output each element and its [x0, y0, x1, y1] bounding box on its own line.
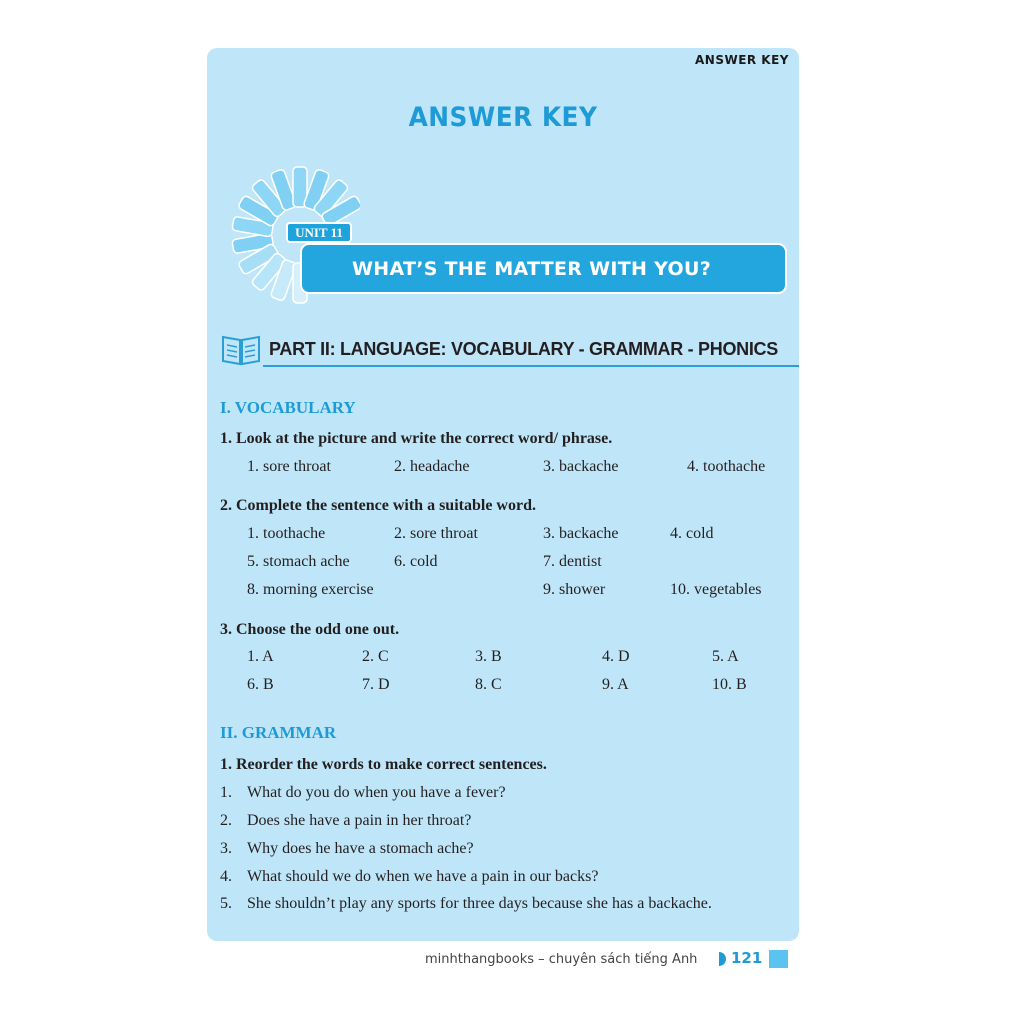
vocab-q3-answer: 1. A — [247, 648, 274, 665]
sentence-number: 1. — [220, 784, 232, 801]
grammar-sentence: What should we do when we have a pain in our backs? — [247, 868, 599, 885]
vocab-q1-answer: 4. toothache — [687, 458, 766, 475]
vocab-q1-title: 1. Look at the picture and write the correct word/ phrase. — [220, 430, 613, 447]
part-underline — [263, 365, 799, 367]
vocab-q2-answer: 9. shower — [543, 581, 606, 598]
vocab-q2-answer: 4. cold — [670, 525, 714, 542]
vocab-q2-answer: 5. stomach ache — [247, 553, 350, 570]
page-corner-square — [769, 950, 788, 968]
page-marker-icon — [719, 952, 726, 966]
vocab-q2-title: 2. Complete the sentence with a suitable word. — [220, 497, 536, 514]
book-icon — [219, 331, 263, 367]
vocab-q2-answer: 1. toothache — [247, 525, 326, 542]
grammar-q1-title: 1. Reorder the words to make correct sentences. — [220, 756, 547, 773]
vocab-q3-answer: 10. B — [712, 676, 747, 693]
sentence-number: 4. — [220, 868, 232, 885]
grammar-sentence: What do you do when you have a fever? — [247, 784, 506, 801]
vocab-q3-answer: 9. A — [602, 676, 629, 693]
vocab-q2-answer: 2. sore throat — [394, 525, 478, 542]
vocab-q1-answer: 1. sore throat — [247, 458, 331, 475]
page-number: 121 — [731, 949, 763, 967]
vocab-q1-answer: 3. backache — [543, 458, 619, 475]
vocabulary-heading: I. VOCABULARY — [220, 398, 356, 417]
sentence-number: 3. — [220, 840, 232, 857]
vocab-q3-answer: 5. A — [712, 648, 739, 665]
vocab-q2-answer: 3. backache — [543, 525, 619, 542]
vocab-q3-answer: 8. C — [475, 676, 502, 693]
part-title: PART II: LANGUAGE: VOCABULARY - GRAMMAR - PHONICS — [269, 339, 778, 359]
vocab-q3-answer: 3. B — [475, 648, 502, 665]
page-title: ANSWER KEY — [408, 102, 598, 133]
grammar-sentence: Does she have a pain in her throat? — [247, 812, 472, 829]
vocab-q2-answer: 7. dentist — [543, 553, 602, 570]
vocab-q2-answer: 8. morning exercise — [247, 581, 374, 598]
sentence-number: 5. — [220, 895, 232, 912]
vocab-q3-title: 3. Choose the odd one out. — [220, 621, 400, 638]
answer-key-page — [207, 48, 799, 941]
vocab-q3-answer: 6. B — [247, 676, 274, 693]
vocab-q3-answer: 2. C — [362, 648, 389, 665]
grammar-sentence: Why does he have a stomach ache? — [247, 840, 474, 857]
vocab-q3-answer: 7. D — [362, 676, 390, 693]
vocab-q2-answer: 6. cold — [394, 553, 438, 570]
footer-text: minhthangbooks – chuyên sách tiếng Anh — [425, 952, 698, 967]
unit-title-banner — [300, 243, 787, 294]
grammar-sentence: She shouldn’t play any sports for three days because she has a backache. — [247, 895, 712, 912]
vocab-q1-answer: 2. headache — [394, 458, 470, 475]
running-header: ANSWER KEY — [694, 53, 789, 67]
sentence-number: 2. — [220, 812, 232, 829]
unit-title: WHAT’S THE MATTER WITH YOU? — [352, 257, 712, 280]
unit-badge: UNIT 11 — [286, 222, 352, 243]
vocab-q3-answer: 4. D — [602, 648, 630, 665]
vocab-q2-answer: 10. vegetables — [670, 581, 762, 598]
grammar-heading: II. GRAMMAR — [220, 723, 337, 742]
